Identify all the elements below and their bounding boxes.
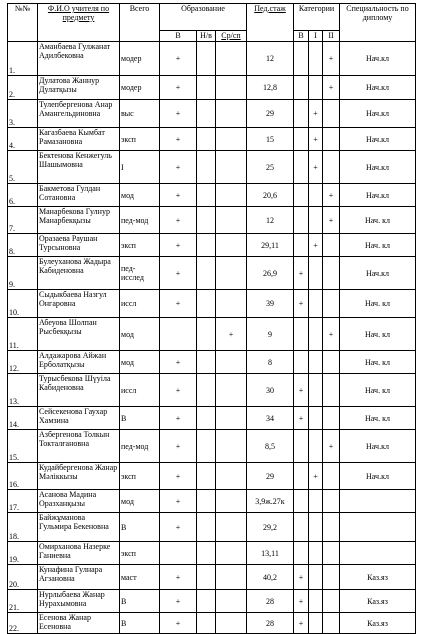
cat-v-mark — [294, 513, 309, 542]
edu-v-mark: + — [160, 490, 197, 513]
table-row — [8, 463, 416, 490]
cat-i-mark: + — [309, 463, 323, 490]
stazh-value: 8,5 — [247, 430, 294, 463]
cat-ii-mark — [323, 407, 340, 430]
cat-ii-mark — [323, 128, 340, 151]
table-row — [8, 42, 416, 76]
edu-v-mark: + — [160, 257, 197, 290]
cat-ii-mark — [323, 151, 340, 184]
header-total: Всего — [120, 4, 160, 42]
total-value: маст — [120, 565, 160, 590]
row-num: 8. — [8, 234, 38, 257]
edu-sr-mark — [216, 257, 247, 290]
total-value: модер — [120, 42, 160, 76]
row-num: 7. — [8, 207, 38, 234]
edu-sr-mark — [216, 290, 247, 318]
row-num: 15. — [8, 430, 38, 463]
edu-nv-mark — [197, 207, 216, 234]
edu-v-mark: + — [160, 463, 197, 490]
cat-i-mark: + — [309, 234, 323, 257]
edu-sr-mark — [216, 463, 247, 490]
cat-i-mark — [309, 590, 323, 613]
edu-sr-mark — [216, 513, 247, 542]
stazh-value: 13,11 — [247, 542, 294, 565]
cat-i-mark — [309, 407, 323, 430]
cat-i-mark — [309, 207, 323, 234]
specialty-value: Нач.кл — [340, 128, 416, 151]
cat-v-mark: + — [294, 257, 309, 290]
edu-nv-mark — [197, 463, 216, 490]
edu-nv-mark — [197, 128, 216, 151]
edu-nv-mark — [197, 351, 216, 374]
header-cat-v: В — [294, 31, 309, 42]
stazh-value: 9 — [247, 318, 294, 351]
edu-v-mark: + — [160, 290, 197, 318]
edu-nv-mark — [197, 151, 216, 184]
edu-nv-mark — [197, 542, 216, 565]
teacher-table — [7, 3, 416, 634]
edu-sr-mark — [216, 613, 247, 634]
cat-ii-mark — [323, 513, 340, 542]
table-row — [8, 290, 416, 318]
total-value: мод — [120, 318, 160, 351]
edu-sr-mark — [216, 407, 247, 430]
specialty-value: Нач. кл — [340, 234, 416, 257]
table-row — [8, 513, 416, 542]
cat-i-mark — [309, 542, 323, 565]
cat-v-mark — [294, 463, 309, 490]
stazh-value: 34 — [247, 407, 294, 430]
table-row — [8, 407, 416, 430]
specialty-value: Каз.яз — [340, 565, 416, 590]
teacher-name: Оразаева Раушан Турсыновна — [38, 234, 120, 257]
edu-sr-mark — [216, 430, 247, 463]
teacher-name: Сыдыкбаева Назгул Онгаровна — [38, 290, 120, 318]
teacher-name: Бектенова Кенжегуль Шашымовна — [38, 151, 120, 184]
row-num: 11. — [8, 318, 38, 351]
edu-sr-mark: + — [216, 318, 247, 351]
teacher-name: Асанова Мадина Оразханқызы — [38, 490, 120, 513]
edu-v-mark: + — [160, 407, 197, 430]
teacher-name: Абеуова Шолпан Рысбекқызы — [38, 318, 120, 351]
edu-v-mark: + — [160, 234, 197, 257]
edu-sr-mark — [216, 128, 247, 151]
edu-sr-mark — [216, 490, 247, 513]
cat-i-mark — [309, 290, 323, 318]
total-value: эксп — [120, 542, 160, 565]
cat-v-mark: + — [294, 590, 309, 613]
edu-v-mark: + — [160, 430, 197, 463]
table-row — [8, 257, 416, 290]
specialty-value: Нач.кл — [340, 151, 416, 184]
cat-ii-mark — [323, 590, 340, 613]
cat-i-mark — [309, 318, 323, 351]
cat-v-mark: + — [294, 613, 309, 634]
edu-nv-mark — [197, 430, 216, 463]
total-value: модер — [120, 76, 160, 100]
cat-ii-mark — [323, 463, 340, 490]
total-value: эксп — [120, 234, 160, 257]
teacher-name: Турысбекова Шүуіла Кабиденовна — [38, 374, 120, 407]
cat-v-mark: + — [294, 565, 309, 590]
row-num: 4. — [8, 128, 38, 151]
total-value: мод — [120, 490, 160, 513]
table-row — [8, 374, 416, 407]
total-value: мод — [120, 351, 160, 374]
header-name — [38, 4, 120, 42]
teacher-name: Манарбекова Гулнур Манарбекқызы — [38, 207, 120, 234]
table-row — [8, 184, 416, 207]
edu-sr-mark — [216, 351, 247, 374]
cat-v-mark — [294, 184, 309, 207]
cat-i-mark — [309, 257, 323, 290]
specialty-value: Нач.кл — [340, 76, 416, 100]
header-edu-v: В — [160, 31, 197, 42]
table-row — [8, 565, 416, 590]
specialty-value: Нач. кл — [340, 407, 416, 430]
cat-i-mark — [309, 351, 323, 374]
edu-sr-mark — [216, 184, 247, 207]
specialty-value: Каз.яз — [340, 613, 416, 634]
table-row — [8, 318, 416, 351]
edu-nv-mark — [197, 613, 216, 634]
edu-nv-mark — [197, 490, 216, 513]
total-value: иссл — [120, 290, 160, 318]
teacher-name: Омирханова Назерке Ганиевна — [38, 542, 120, 565]
edu-v-mark: + — [160, 565, 197, 590]
cat-v-mark — [294, 490, 309, 513]
header-edu-nv: Н/в — [197, 31, 216, 42]
stazh-value: 26,9 — [247, 257, 294, 290]
specialty-value: Нач.кл — [340, 257, 416, 290]
cat-v-mark — [294, 42, 309, 76]
edu-v-mark: + — [160, 590, 197, 613]
cat-i-mark: + — [309, 151, 323, 184]
total-value: выс — [120, 100, 160, 128]
cat-v-mark — [294, 351, 309, 374]
stazh-value: 12,8 — [247, 76, 294, 100]
edu-nv-mark — [197, 374, 216, 407]
cat-ii-mark: + — [323, 76, 340, 100]
table-row — [8, 151, 416, 184]
row-num: 14. — [8, 407, 38, 430]
row-num: 2. — [8, 76, 38, 100]
edu-nv-mark — [197, 257, 216, 290]
specialty-value: Нач.кл — [340, 42, 416, 76]
row-num: 6. — [8, 184, 38, 207]
row-num: 3. — [8, 100, 38, 128]
edu-nv-mark — [197, 100, 216, 128]
edu-v-mark: + — [160, 128, 197, 151]
edu-v-mark — [160, 542, 197, 565]
cat-ii-mark: + — [323, 42, 340, 76]
edu-v-mark: + — [160, 100, 197, 128]
edu-sr-mark — [216, 374, 247, 407]
row-num: 10. — [8, 290, 38, 318]
cat-v-mark — [294, 318, 309, 351]
edu-nv-mark — [197, 76, 216, 100]
cat-i-mark — [309, 565, 323, 590]
cat-i-mark: + — [309, 128, 323, 151]
cat-i-mark — [309, 184, 323, 207]
edu-v-mark: + — [160, 207, 197, 234]
row-num: 22. — [8, 613, 38, 634]
edu-v-mark: + — [160, 42, 197, 76]
total-value: эксп — [120, 463, 160, 490]
cat-ii-mark — [323, 351, 340, 374]
table-row — [8, 128, 416, 151]
cat-v-mark: + — [294, 374, 309, 407]
edu-nv-mark — [197, 290, 216, 318]
total-value: В — [120, 513, 160, 542]
stazh-value: 28 — [247, 613, 294, 634]
teacher-name: Тулепбергенова Анар Амангельдиновна — [38, 100, 120, 128]
edu-v-mark: + — [160, 151, 197, 184]
specialty-value: Каз.яз — [340, 590, 416, 613]
edu-sr-mark — [216, 542, 247, 565]
cat-v-mark — [294, 234, 309, 257]
header-edu-sr — [216, 31, 247, 42]
teacher-name: Кунафина Гулнара Агзановна — [38, 565, 120, 590]
row-num: 1. — [8, 42, 38, 76]
specialty-value: Нач.кл — [340, 100, 416, 128]
row-num: 16. — [8, 463, 38, 490]
header-category: Категории — [294, 4, 340, 31]
table-row — [8, 76, 416, 100]
teacher-rows — [8, 42, 416, 634]
table-row — [8, 100, 416, 128]
cat-ii-mark: + — [323, 184, 340, 207]
edu-v-mark: + — [160, 351, 197, 374]
total-value: пед-мод — [120, 207, 160, 234]
cat-v-mark: + — [294, 290, 309, 318]
edu-v-mark: + — [160, 184, 197, 207]
edu-sr-mark — [216, 151, 247, 184]
teacher-table-sheet — [7, 3, 416, 634]
teacher-name: Сейсекенова Гаухар Хамзина — [38, 407, 120, 430]
stazh-value: 3,9ж.27к — [247, 490, 294, 513]
header-education: Образование — [160, 4, 247, 31]
edu-v-mark: + — [160, 613, 197, 634]
specialty-value: Нач. кл — [340, 374, 416, 407]
edu-v-mark: + — [160, 513, 197, 542]
stazh-value: 30 — [247, 374, 294, 407]
row-num: 20. — [8, 565, 38, 590]
cat-i-mark — [309, 430, 323, 463]
cat-ii-mark: + — [323, 430, 340, 463]
stazh-value: 40,2 — [247, 565, 294, 590]
specialty-value: Нач. кл — [340, 351, 416, 374]
header-stazh-text: Пед.стаж — [254, 4, 286, 13]
edu-sr-mark — [216, 76, 247, 100]
cat-v-mark — [294, 542, 309, 565]
table-row — [8, 351, 416, 374]
row-num: 21. — [8, 590, 38, 613]
total-value: I — [120, 151, 160, 184]
row-num: 9. — [8, 257, 38, 290]
total-value: пед-исслед — [120, 257, 160, 290]
teacher-name: Нурлыбаева Жанар Нурахымовна — [38, 590, 120, 613]
edu-sr-mark — [216, 565, 247, 590]
header-edu-sr-text: Ср/сп — [221, 31, 241, 40]
table-row — [8, 207, 416, 234]
stazh-value: 28 — [247, 590, 294, 613]
edu-sr-mark — [216, 207, 247, 234]
edu-nv-mark — [197, 318, 216, 351]
cat-ii-mark — [323, 490, 340, 513]
edu-nv-mark — [197, 565, 216, 590]
header-cat-i: I — [309, 31, 323, 42]
cat-ii-mark: + — [323, 207, 340, 234]
cat-v-mark — [294, 151, 309, 184]
row-num: 13. — [8, 374, 38, 407]
header-row-top — [8, 4, 416, 31]
stazh-value: 25 — [247, 151, 294, 184]
stazh-value: 8 — [247, 351, 294, 374]
cat-ii-mark — [323, 290, 340, 318]
cat-ii-mark — [323, 565, 340, 590]
teacher-name: Булеуханова Жадыра Кабиденовна — [38, 257, 120, 290]
specialty-value: Нач. кл — [340, 207, 416, 234]
teacher-name: Азбергенова Толкын Токталғановна — [38, 430, 120, 463]
teacher-name: Дулатова Жаннур Дулатқызы — [38, 76, 120, 100]
cat-v-mark — [294, 430, 309, 463]
row-num: 17. — [8, 490, 38, 513]
total-value: В — [120, 590, 160, 613]
table-row — [8, 430, 416, 463]
edu-nv-mark — [197, 513, 216, 542]
edu-nv-mark — [197, 42, 216, 76]
cat-i-mark — [309, 490, 323, 513]
cat-i-mark — [309, 76, 323, 100]
specialty-value: Нач.кл — [340, 463, 416, 490]
edu-nv-mark — [197, 234, 216, 257]
cat-i-mark — [309, 613, 323, 634]
teacher-name: Кудайбергенова Жанар Мәліккызы — [38, 463, 120, 490]
table-row — [8, 542, 416, 565]
specialty-value — [340, 542, 416, 565]
specialty-value: Нач.кл — [340, 430, 416, 463]
header-cat-ii: II — [323, 31, 340, 42]
total-value: иссл — [120, 374, 160, 407]
specialty-value: Нач.кл — [340, 184, 416, 207]
table-row — [8, 234, 416, 257]
edu-sr-mark — [216, 42, 247, 76]
row-num: 19. — [8, 542, 38, 565]
teacher-name: Алдажарова Айжан Ерболатқызы — [38, 351, 120, 374]
cat-i-mark — [309, 374, 323, 407]
cat-ii-mark — [323, 257, 340, 290]
cat-v-mark — [294, 76, 309, 100]
stazh-value: 12 — [247, 207, 294, 234]
total-value: В — [120, 407, 160, 430]
stazh-value: 15 — [247, 128, 294, 151]
table-row — [8, 490, 416, 513]
edu-v-mark — [160, 318, 197, 351]
cat-ii-mark — [323, 234, 340, 257]
cat-i-mark — [309, 513, 323, 542]
edu-nv-mark — [197, 590, 216, 613]
cat-ii-mark — [323, 100, 340, 128]
edu-sr-mark — [216, 590, 247, 613]
teacher-name: Есенова Жанар Есеновна — [38, 613, 120, 634]
cat-i-mark — [309, 42, 323, 76]
edu-nv-mark — [197, 184, 216, 207]
teacher-name: Бакметова Гулдан Сотановна — [38, 184, 120, 207]
cat-ii-mark: + — [323, 318, 340, 351]
cat-ii-mark — [323, 542, 340, 565]
stazh-value: 20,6 — [247, 184, 294, 207]
table-row — [8, 590, 416, 613]
cat-ii-mark — [323, 613, 340, 634]
stazh-value: 29 — [247, 463, 294, 490]
stazh-value: 39 — [247, 290, 294, 318]
stazh-value: 29 — [247, 100, 294, 128]
cat-v-mark — [294, 128, 309, 151]
edu-sr-mark — [216, 100, 247, 128]
total-value: мод — [120, 184, 160, 207]
stazh-value: 29,11 — [247, 234, 294, 257]
row-num: 5. — [8, 151, 38, 184]
specialty-value: Нач. кл — [340, 290, 416, 318]
specialty-value: Нач. кл — [340, 318, 416, 351]
stazh-value: 12 — [247, 42, 294, 76]
total-value: эксп — [120, 128, 160, 151]
cat-ii-mark — [323, 374, 340, 407]
row-num: 18. — [8, 513, 38, 542]
cat-i-mark: + — [309, 100, 323, 128]
total-value: пед-мод — [120, 430, 160, 463]
total-value: В — [120, 613, 160, 634]
header-stazh — [247, 4, 294, 42]
teacher-name: Кагазбаева Кымбат Рамазановна — [38, 128, 120, 151]
teacher-name: Байжұманова Гульмира Бекеновна — [38, 513, 120, 542]
header-specialty: Специальность по диплому — [340, 4, 416, 42]
edu-v-mark: + — [160, 76, 197, 100]
edu-sr-mark — [216, 234, 247, 257]
specialty-value — [340, 513, 416, 542]
teacher-name: Аманбаева Гулжанат Адилбековна — [38, 42, 120, 76]
edu-nv-mark — [197, 407, 216, 430]
cat-v-mark — [294, 100, 309, 128]
edu-v-mark: + — [160, 374, 197, 407]
table-row — [8, 613, 416, 634]
row-num: 12. — [8, 351, 38, 374]
cat-v-mark — [294, 207, 309, 234]
specialty-value — [340, 490, 416, 513]
cat-v-mark: + — [294, 407, 309, 430]
header-name-text: Ф.И.О учителя по предмету — [47, 4, 110, 22]
stazh-value: 29,2 — [247, 513, 294, 542]
header-num: №№ — [8, 4, 38, 42]
